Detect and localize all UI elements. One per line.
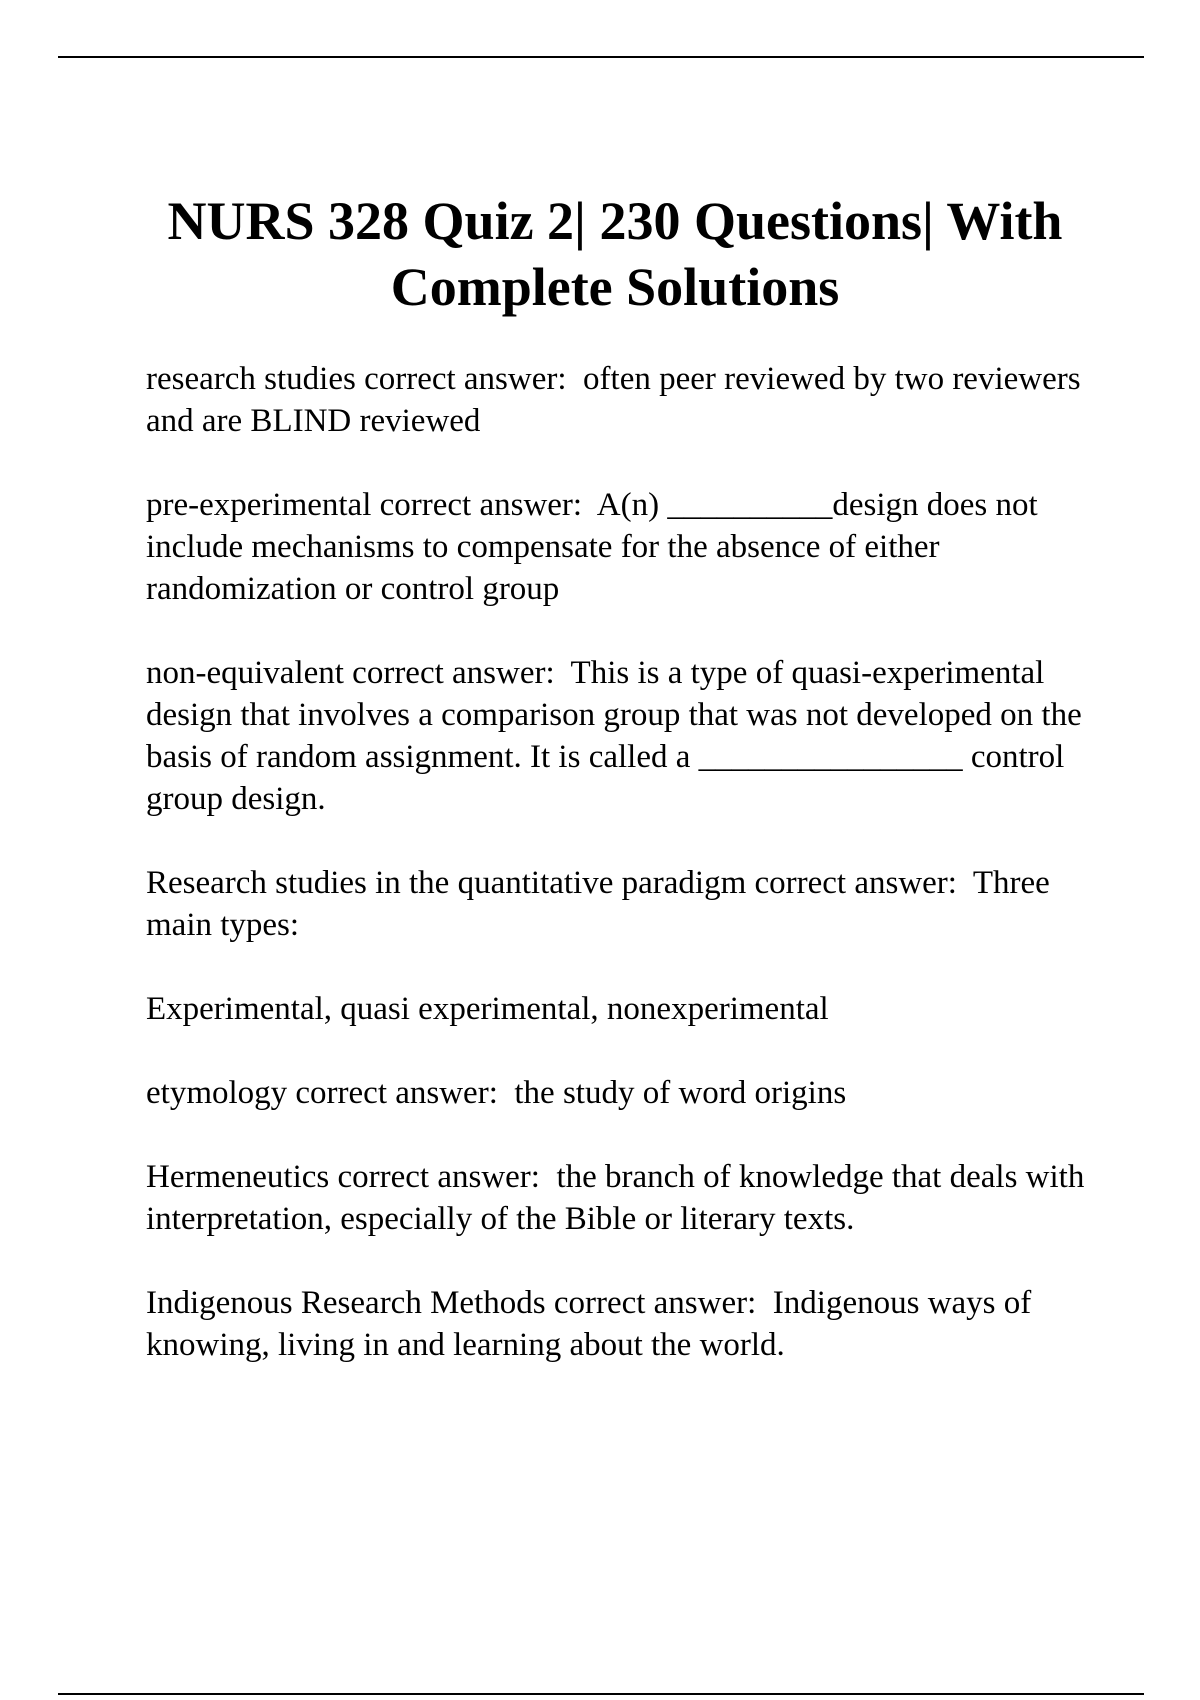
qa-answer: often peer reviewed by two reviewers and are BLIND reviewed	[146, 361, 1089, 439]
title-line-1: NURS 328 Quiz 2| 230 Questions| With	[167, 191, 1063, 251]
qa-item	[146, 862, 1096, 946]
qa-answer: the study of word origins	[506, 1075, 847, 1111]
title-line-2: Complete Solutions	[390, 257, 840, 317]
top-rule	[58, 56, 1144, 58]
qa-term: etymology correct answer:	[146, 1075, 507, 1111]
qa-item	[146, 1282, 1096, 1366]
qa-answer: A(n) __________design does not include mechanisms to compensate for the absence of either randomization or control group	[146, 487, 1046, 607]
qa-term: Research studies in the quantitative paradigm correct answer:	[146, 865, 966, 901]
qa-term: non-equivalent correct answer:	[146, 655, 563, 691]
document-title	[120, 188, 1110, 320]
qa-answer: the branch of knowledge that deals with interpretation, especially of the Bible or literary texts.	[146, 1159, 1093, 1237]
qa-item	[146, 988, 1096, 1030]
qa-term: research studies correct answer:	[146, 361, 575, 397]
qa-term: Hermeneutics correct answer:	[146, 1159, 549, 1195]
qa-item	[146, 358, 1096, 442]
qa-item	[146, 1156, 1096, 1240]
qa-item	[146, 652, 1096, 820]
bottom-rule	[58, 1693, 1144, 1695]
qa-term: Indigenous Research Methods correct answer:	[146, 1285, 765, 1321]
qa-answer: Experimental, quasi experimental, nonexperimental	[146, 991, 829, 1027]
qa-term: pre-experimental correct answer:	[146, 487, 591, 523]
qa-item	[146, 1072, 1096, 1114]
qa-answer: Three main types:	[146, 865, 1059, 943]
qa-answer: Indigenous ways of knowing, living in and learning about the world.	[146, 1285, 1040, 1363]
qa-answer: This is a type of quasi-experimental design that involves a comparison group that was not developed on the basis of random assignment. It is called a ________________ control group design.	[146, 655, 1090, 817]
qa-item	[146, 484, 1096, 610]
qa-list	[146, 358, 1096, 1408]
